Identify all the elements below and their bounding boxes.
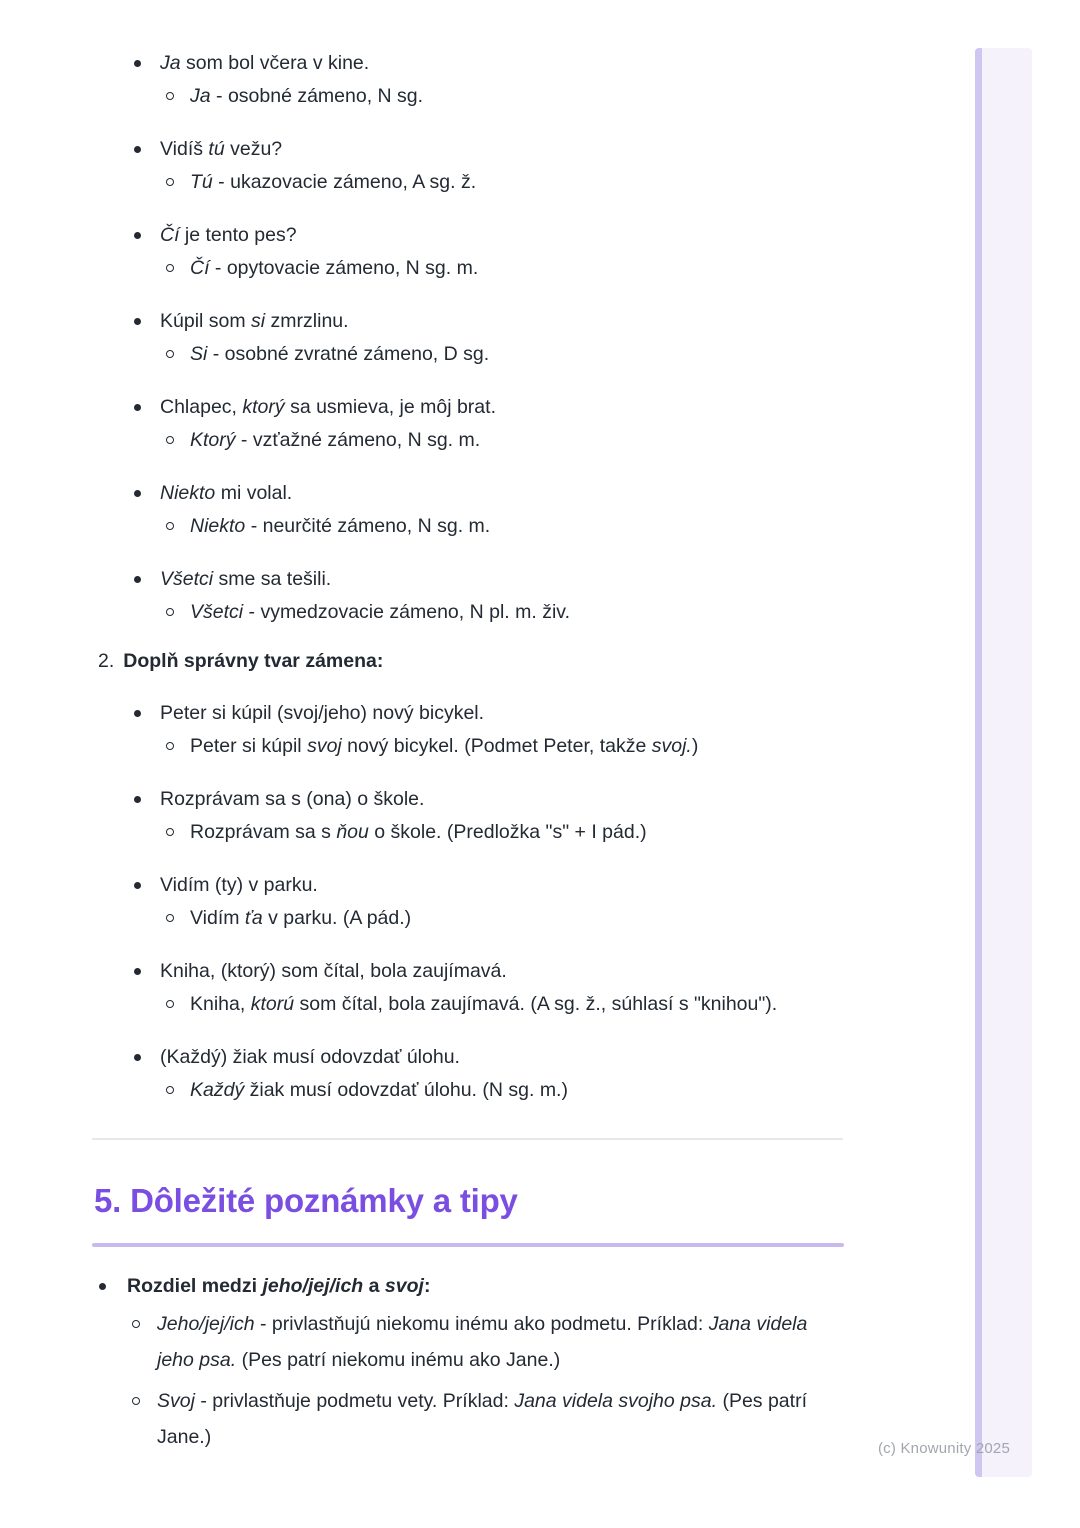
text-run: - vymedzovacie zámeno, N pl. m. živ. — [243, 601, 571, 623]
bullet-icon — [134, 796, 141, 803]
text-run: jeho/jej/ich — [262, 1275, 364, 1297]
text-run: (Každý) žiak musí odovzdať úlohu. — [160, 1046, 460, 1068]
text-run: Peter si kúpil — [190, 735, 308, 757]
text-run: ktorý — [242, 396, 285, 418]
exercise1-list — [0, 48, 1080, 627]
text-run: - privlastňujú niekomu inému ako podmetu. Príklad: — [254, 1313, 709, 1335]
list-item-text — [160, 870, 1030, 900]
list-subitem — [0, 1306, 1080, 1378]
bullet-icon — [134, 146, 141, 153]
text-run: Tú — [190, 171, 213, 193]
text-run: Rozprávam sa s (ona) o škole. — [160, 788, 425, 810]
circle-bullet-icon — [166, 1000, 174, 1008]
text-run: zmrzlinu. — [265, 310, 349, 332]
list-subitem — [0, 1075, 1080, 1105]
list-subitem-text — [190, 253, 1060, 283]
list-item — [0, 306, 1080, 369]
text-run: - osobné zámeno, N sg. — [210, 85, 424, 107]
list-item-text — [160, 48, 1030, 78]
list-item-text — [160, 392, 1030, 422]
text-run: (Pes patrí Jane.) — [157, 1390, 807, 1448]
exercise2-list — [0, 698, 1080, 1105]
bullet-icon — [134, 882, 141, 889]
text-run: nový bicykel. (Podmet Peter, takže — [341, 735, 652, 757]
list-subitem-text — [157, 1383, 819, 1455]
bullet-icon — [134, 1054, 141, 1061]
list-subitem — [0, 167, 1080, 197]
text-run: Kúpil som — [160, 310, 252, 332]
list-item — [0, 392, 1080, 455]
text-run: - osobné zvratné zámeno, D sg. — [207, 343, 490, 365]
list-subitem-text — [190, 511, 1060, 541]
text-run: Niekto — [160, 482, 216, 504]
list-item-text — [127, 1271, 1080, 1301]
text-run: Peter si kúpil (svoj/jeho) nový bicykel. — [160, 702, 485, 724]
list-item — [0, 478, 1080, 541]
list-subitem — [0, 597, 1080, 627]
list-subitem-text — [190, 817, 1060, 847]
list-item-main — [0, 698, 1080, 728]
text-run: svoj — [384, 1275, 424, 1297]
list-item-main — [0, 1042, 1080, 1072]
list-item-text — [160, 306, 1030, 336]
text-run: - privlastňuje podmetu vety. Príklad: — [194, 1390, 515, 1412]
text-run: a — [363, 1275, 385, 1297]
text-run: Chlapec, — [160, 396, 243, 418]
list-item-text — [160, 1042, 1030, 1072]
text-run: som čítal, bola zaujímavá. (A sg. ž., súhlasí s "knihou"). — [294, 993, 778, 1015]
circle-bullet-icon — [132, 1397, 140, 1405]
list-subitem-text — [190, 1075, 1060, 1105]
circle-bullet-icon — [166, 92, 174, 100]
section5-heading-underline — [92, 1243, 844, 1247]
list-subitem — [0, 253, 1080, 283]
list-item — [0, 1042, 1080, 1105]
list-subitem — [0, 817, 1080, 847]
list-item-main — [0, 956, 1080, 986]
list-subitem-text — [190, 167, 1060, 197]
list-item — [0, 956, 1080, 1019]
list-item-text — [160, 956, 1030, 986]
list-item — [0, 1271, 1080, 1455]
text-run: Ktorý — [190, 429, 236, 451]
text-run: Každý — [190, 1079, 245, 1101]
section-divider — [92, 1138, 843, 1140]
bullet-icon — [134, 60, 141, 67]
list-item-main — [0, 784, 1080, 814]
list-item-text — [160, 478, 1030, 508]
list-item — [0, 698, 1080, 761]
scrollbar-track[interactable] — [975, 48, 1032, 1477]
scrollbar-thumb[interactable] — [975, 48, 982, 1477]
list-item-main — [0, 564, 1080, 594]
exercise2-title: Doplň správny tvar zámena: — [123, 650, 384, 672]
text-run: ťa — [244, 907, 263, 929]
copyright-notice: (c) Knowunity 2025 — [877, 1440, 1010, 1457]
bullet-icon — [134, 490, 141, 497]
text-run: sme sa tešili. — [213, 568, 332, 590]
text-run: o škole. (Predložka "s" + I pád.) — [368, 821, 647, 843]
text-run: ktorú — [250, 993, 295, 1015]
section5-heading: 5. Dôležité poznámky a tipy — [94, 1182, 518, 1219]
list-item-main — [0, 1271, 1080, 1301]
circle-bullet-icon — [166, 828, 174, 836]
list-item-main — [0, 306, 1080, 336]
text-run: svoj — [307, 735, 342, 757]
list-item — [0, 784, 1080, 847]
list-subitem — [0, 903, 1080, 933]
text-run: si — [251, 310, 266, 332]
text-run: je tento pes? — [179, 224, 297, 246]
text-run: vežu? — [224, 138, 283, 160]
text-run: Jeho/jej/ich — [157, 1313, 255, 1335]
list-subitem-text — [190, 903, 1060, 933]
bullet-icon — [134, 318, 141, 325]
text-run: Čí — [190, 257, 210, 279]
list-item-main — [0, 870, 1080, 900]
text-run: Rozdiel medzi — [127, 1275, 263, 1297]
list-item-text — [160, 134, 1030, 164]
text-run: Čí — [160, 224, 180, 246]
text-run: Kniha, — [190, 993, 251, 1015]
circle-bullet-icon — [166, 522, 174, 530]
text-run: ) — [691, 735, 699, 757]
list-item-text — [160, 564, 1030, 594]
text-run: Svoj — [157, 1390, 195, 1412]
text-run: Všetci — [190, 601, 244, 623]
text-run: svoj. — [651, 735, 692, 757]
list-item — [0, 870, 1080, 933]
list-subitem-text — [190, 339, 1060, 369]
circle-bullet-icon — [166, 1086, 174, 1094]
exercise2-number: 2. — [98, 650, 115, 672]
text-run: - ukazovacie zámeno, A sg. ž. — [212, 171, 477, 193]
text-run: v parku. (A pád.) — [262, 907, 412, 929]
list-item-main — [0, 392, 1080, 422]
list-item-text — [160, 698, 1030, 728]
list-subitem — [0, 511, 1080, 541]
circle-bullet-icon — [166, 350, 174, 358]
list-subitem — [0, 81, 1080, 111]
list-subitem-text — [157, 1306, 819, 1378]
list-subitem — [0, 425, 1080, 455]
list-item-main — [0, 220, 1080, 250]
text-run: Ja — [190, 85, 211, 107]
bullet-icon — [99, 1283, 106, 1290]
text-run: - vzťažné zámeno, N sg. m. — [235, 429, 481, 451]
text-run: (Pes patrí niekomu inému ako Jane.) — [236, 1349, 561, 1371]
text-run: Si — [190, 343, 208, 365]
list-item — [0, 48, 1080, 111]
text-run: Jana videla svojho psa. — [514, 1390, 718, 1412]
text-run: žiak musí odovzdať úlohu. (N sg. m.) — [244, 1079, 568, 1101]
list-subitem-text — [190, 425, 1060, 455]
list-subitem-text — [190, 731, 1060, 761]
circle-bullet-icon — [166, 914, 174, 922]
text-run: Ja — [160, 52, 181, 74]
notes-list — [0, 1271, 1080, 1455]
circle-bullet-icon — [166, 608, 174, 616]
text-run: tú — [208, 138, 225, 160]
bullet-icon — [134, 576, 141, 583]
circle-bullet-icon — [166, 742, 174, 750]
bullet-icon — [134, 404, 141, 411]
list-item-text — [160, 220, 1030, 250]
list-item-main — [0, 478, 1080, 508]
circle-bullet-icon — [166, 264, 174, 272]
text-run: Vidíš — [160, 138, 209, 160]
list-item-main — [0, 48, 1080, 78]
list-subitem — [0, 989, 1080, 1019]
text-run: Vidím (ty) v parku. — [160, 874, 318, 896]
exercise2-heading — [0, 646, 1080, 676]
list-item — [0, 564, 1080, 627]
list-subitem-text — [190, 989, 1060, 1019]
text-run: - neurčité zámeno, N sg. m. — [245, 515, 491, 537]
bullet-icon — [134, 968, 141, 975]
bullet-icon — [134, 710, 141, 717]
list-item — [0, 220, 1080, 283]
text-run: : — [423, 1275, 431, 1297]
text-run: Jana videla jeho psa. — [157, 1313, 808, 1371]
list-subitem — [0, 731, 1080, 761]
text-run: Všetci — [160, 568, 214, 590]
text-run: sa usmieva, je môj brat. — [284, 396, 496, 418]
text-run: - opytovacie zámeno, N sg. m. — [209, 257, 479, 279]
bullet-icon — [134, 232, 141, 239]
circle-bullet-icon — [166, 178, 174, 186]
text-run: Kniha, (ktorý) som čítal, bola zaujímavá. — [160, 960, 507, 982]
circle-bullet-icon — [166, 436, 174, 444]
list-item-main — [0, 134, 1080, 164]
text-run: Niekto — [190, 515, 246, 537]
circle-bullet-icon — [132, 1320, 140, 1328]
list-item-text — [160, 784, 1030, 814]
list-subitem-text — [190, 81, 1060, 111]
text-run: Vidím — [190, 907, 245, 929]
text-run: mi volal. — [215, 482, 293, 504]
text-run: Rozprávam sa s — [190, 821, 337, 843]
list-subitem — [0, 339, 1080, 369]
text-run: ňou — [336, 821, 369, 843]
list-subitem-text — [190, 597, 1060, 627]
list-item — [0, 134, 1080, 197]
text-run: som bol včera v kine. — [180, 52, 370, 74]
